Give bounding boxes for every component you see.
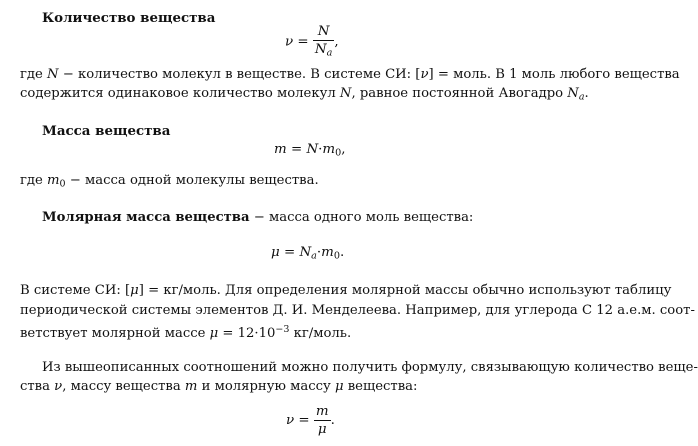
heading-mass-of-substance: Масса вещества: [42, 123, 171, 139]
paragraph-line: содержится одинаковое количество молекул N, равное постоянной Авогадро $N_a$.: [20, 86, 589, 103]
paragraph-line: где N − количество молекул в веществе. В системе СИ: [ν] = моль. В 1 моль любого вещества: [20, 67, 680, 82]
fraction-m-over-mu: $\frac{m}{\mu}$: [315, 404, 329, 437]
paragraph-line: Из вышеописанных соотношений можно получить формулу, связывающую количество веще-: [42, 360, 698, 375]
paragraph-line: ветствует молярной массе $\mu = 12\cdot 10^{-3}$ кг/моль.: [20, 324, 352, 342]
paragraph-line: ства ν, массу вещества m и молярную массу μ вещества:: [20, 379, 418, 394]
fraction-N-over-Na: $\frac{N}{N_a}$: [314, 24, 333, 59]
paragraph-line: где $m_0$ − масса одной молекулы вещества.: [20, 173, 319, 190]
formula-molar-mass: $\mu = N_a\cdot m_0$.: [271, 245, 345, 262]
paragraph-line: Молярная масса вещества − масса одного моль вещества:: [42, 210, 474, 225]
heading-molar-mass: Молярная масса вещества: [42, 210, 250, 225]
paragraph-line: В системе СИ: [μ] = кг/моль. Для определения молярной массы обычно используют таблицу: [20, 283, 672, 298]
heading-amount-of-substance: Количество вещества: [42, 10, 216, 26]
formula-nu-m-over-mu: ν = $\frac{m}{\mu}$ .: [286, 404, 335, 437]
formula-amount-of-substance: ν = $\frac{N}{N_a}$ ,: [285, 24, 339, 59]
formula-mass: $m = N\cdot m_0$,: [274, 142, 346, 159]
paragraph-line: периодической системы элементов Д. И. Менделеева. Например, для углерода С 12 а.е.м. соот-: [20, 303, 695, 318]
